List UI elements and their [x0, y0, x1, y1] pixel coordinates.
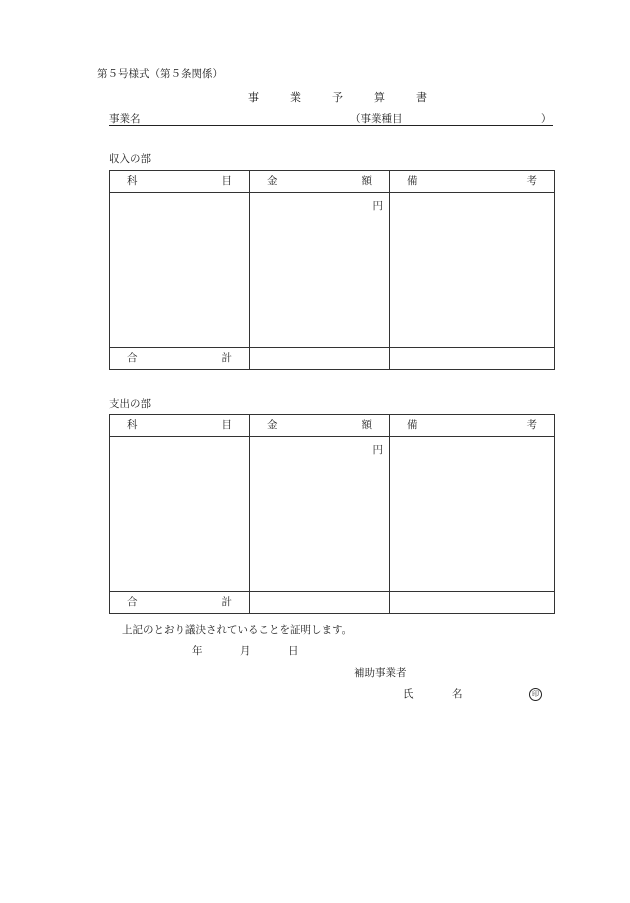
document-title	[248, 92, 458, 103]
total-label: 合 計	[110, 348, 250, 370]
header-amount: 金 額	[250, 171, 390, 193]
income-total-amount-cell[interactable]	[250, 348, 390, 370]
expense-item-cell[interactable]	[110, 437, 250, 592]
income-total-remarks-cell[interactable]	[390, 348, 555, 370]
income-item-cell[interactable]	[110, 193, 250, 348]
header-item: 科 目	[110, 171, 250, 193]
header-remarks: 備 考	[390, 415, 555, 437]
yen-unit: 円	[372, 200, 383, 212]
income-section-label: 収入の部	[109, 153, 151, 165]
header-amount: 金 額	[250, 415, 390, 437]
header-remarks: 備 考	[390, 171, 555, 193]
business-type-label: （事業種目	[350, 113, 403, 125]
expense-total-amount-cell[interactable]	[250, 592, 390, 614]
month-label: 月	[240, 645, 251, 657]
day-label: 日	[288, 645, 299, 657]
expense-header-row	[110, 415, 555, 437]
income-header-row	[110, 171, 555, 193]
title-char: 予	[332, 91, 343, 104]
business-name-line[interactable]	[109, 112, 553, 126]
expense-remarks-cell[interactable]	[390, 437, 555, 592]
total-label: 合 計	[110, 592, 250, 614]
expense-section-label: 支出の部	[109, 398, 151, 410]
header-item: 科 目	[110, 415, 250, 437]
title-char: 業	[290, 91, 301, 104]
certification-date	[192, 646, 336, 657]
name-label: 氏 名	[403, 688, 477, 700]
title-char: 事	[248, 91, 259, 104]
income-table	[109, 170, 555, 370]
title-char: 算	[374, 91, 385, 104]
applicant-label: 補助事業者	[354, 667, 407, 679]
income-body-row	[110, 193, 555, 348]
income-total-row	[110, 348, 555, 370]
title-char: 書	[416, 91, 427, 104]
name-row	[403, 689, 519, 700]
certification-statement: 上記のとおり議決されていることを証明します。	[122, 624, 353, 636]
seal-icon: 印	[529, 688, 542, 701]
business-type-close: ）	[541, 113, 552, 125]
income-remarks-cell[interactable]	[390, 193, 555, 348]
business-name-label: 事業名	[109, 113, 141, 125]
expense-total-row	[110, 592, 555, 614]
income-amount-cell[interactable]	[250, 193, 390, 348]
expense-amount-cell[interactable]	[250, 437, 390, 592]
form-number: 第５号様式（第５条関係）	[97, 68, 223, 80]
expense-total-remarks-cell[interactable]	[390, 592, 555, 614]
expense-body-row	[110, 437, 555, 592]
expense-table	[109, 414, 555, 614]
yen-unit: 円	[372, 444, 383, 456]
year-label: 年	[192, 645, 203, 657]
